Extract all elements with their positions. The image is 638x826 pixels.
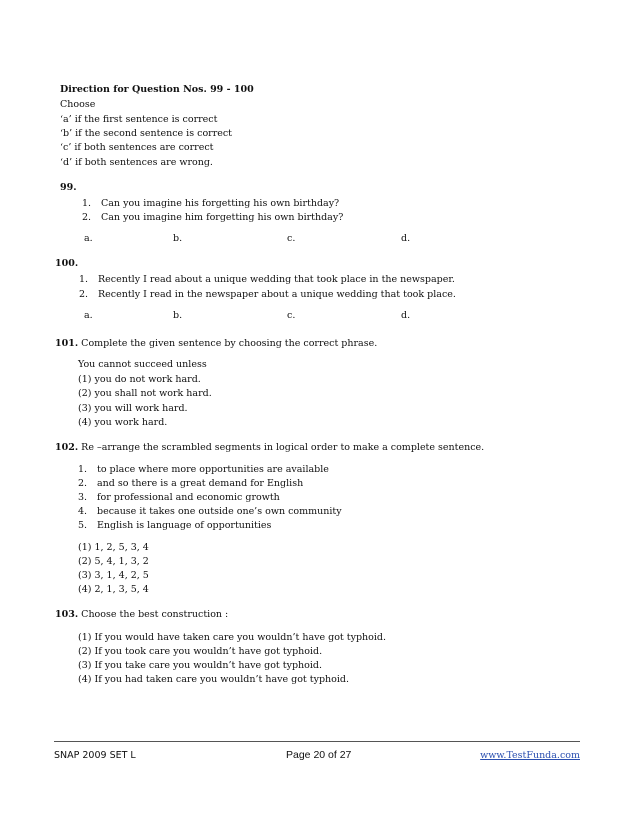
question-101: [55, 338, 377, 349]
option-label: c.: [287, 310, 296, 321]
answer-choice: (2) 5, 4, 1, 3, 2: [78, 556, 149, 567]
answer-choice: (4) you work hard.: [78, 417, 168, 428]
item-number: 5.: [78, 520, 88, 531]
footer-website-link[interactable]: www.TestFunda.com: [480, 750, 580, 761]
question-102: [55, 442, 484, 453]
item-number: 2.: [78, 478, 88, 489]
question-103: [55, 609, 228, 620]
footer-page-number: Page 20 of 27: [286, 749, 352, 761]
question-number: 102.: [55, 442, 79, 453]
footer-exam-label: SNAP 2009 SET L: [54, 750, 136, 761]
item-number: 1.: [78, 464, 88, 475]
directions-line: ‘a’ if the first sentence is correct: [60, 114, 218, 125]
item-text: to place where more opportunities are available: [97, 464, 329, 475]
answer-choice: (1) 1, 2, 5, 3, 4: [78, 542, 149, 553]
answer-choice: (2) you shall not work hard.: [78, 388, 212, 399]
answer-choice: (1) you do not work hard.: [78, 374, 201, 385]
directions-line: ‘d’ if both sentences are wrong.: [60, 157, 213, 168]
answer-choice: (3) 3, 1, 4, 2, 5: [78, 570, 149, 581]
footer-divider: [54, 741, 580, 742]
question-prompt: Complete the given sentence by choosing the correct phrase.: [81, 338, 378, 349]
option-label: a.: [84, 233, 93, 244]
item-text: Recently I read in the newspaper about a unique wedding that took place.: [98, 289, 456, 300]
option-label: a.: [84, 310, 93, 321]
answer-choice: (4) 2, 1, 3, 5, 4: [78, 584, 149, 595]
item-number: 4.: [78, 506, 88, 517]
item-number: 1.: [79, 274, 89, 285]
option-label: d.: [401, 233, 411, 244]
item-text: and so there is a great demand for English: [97, 478, 304, 489]
item-number: 3.: [78, 492, 88, 503]
question-prompt: Choose the best construction :: [81, 609, 229, 620]
option-label: d.: [401, 310, 411, 321]
answer-choice: (4) If you had taken care you wouldn’t have got typhoid.: [78, 674, 350, 685]
question-number: 103.: [55, 609, 79, 620]
option-label: b.: [173, 233, 183, 244]
option-label: b.: [173, 310, 183, 321]
item-number: 1.: [82, 198, 92, 209]
directions-title: Direction for Question Nos. 99 - 100: [60, 84, 254, 95]
item-text: because it takes one outside one’s own community: [97, 506, 342, 517]
item-text: Can you imagine him forgetting his own birthday?: [101, 212, 344, 223]
answer-choice: (1) If you would have taken care you wouldn’t have got typhoid.: [78, 632, 387, 643]
question-stem: You cannot succeed unless: [78, 359, 207, 370]
question-prompt: Re –arrange the scrambled segments in logical order to make a complete sentence.: [81, 442, 485, 453]
directions-line: ‘b’ if the second sentence is correct: [60, 128, 233, 139]
answer-choice: (3) you will work hard.: [78, 403, 188, 414]
answer-choice: (2) If you took care you wouldn’t have got typhoid.: [78, 646, 323, 657]
question-number: 101.: [55, 338, 79, 349]
option-label: c.: [287, 233, 296, 244]
item-text: Recently I read about a unique wedding that took place in the newspaper.: [98, 274, 455, 285]
item-text: for professional and economic growth: [97, 492, 280, 503]
item-number: 2.: [79, 289, 89, 300]
question-number: 100.: [55, 258, 79, 269]
item-text: English is language of opportunities: [97, 520, 272, 531]
directions-line: Choose: [60, 99, 96, 110]
item-number: 2.: [82, 212, 92, 223]
question-number: 99.: [60, 182, 77, 193]
item-text: Can you imagine his forgetting his own birthday?: [101, 198, 340, 209]
directions-line: ‘c’ if both sentences are correct: [60, 142, 214, 153]
answer-choice: (3) If you take care you wouldn’t have got typhoid.: [78, 660, 322, 671]
